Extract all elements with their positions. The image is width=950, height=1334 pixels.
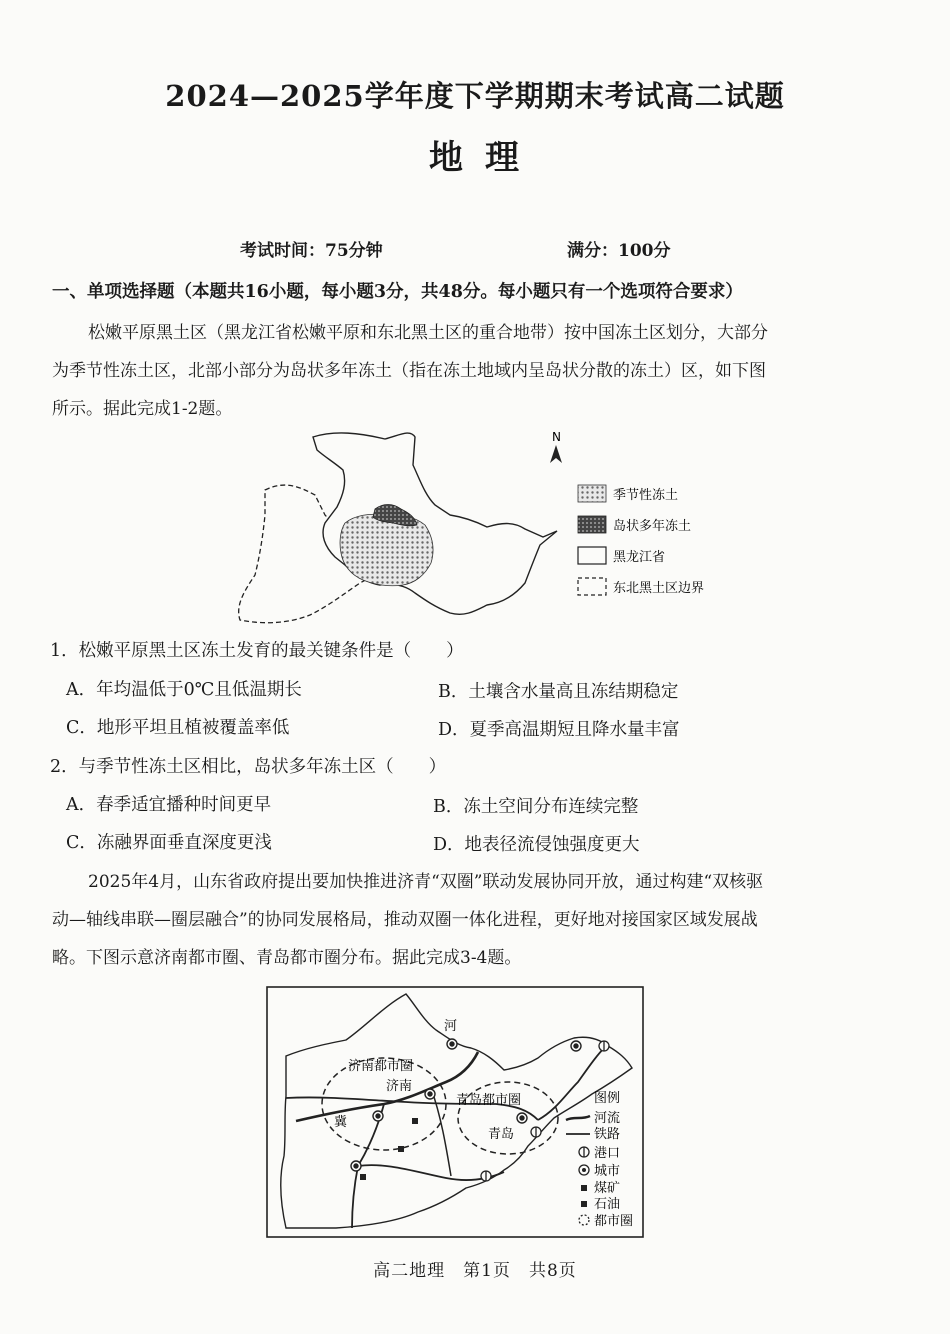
label-qingdao-circle: 青岛都市圈 <box>456 1093 522 1108</box>
legend-swatch-seasonal <box>578 485 606 502</box>
legend-swatch-province <box>578 547 606 564</box>
label-qingdao: 青岛 <box>488 1127 515 1142</box>
passage-2-line-1: 2025年4月，山东省政府提出要加快推进济青“双圈”联动发展协同开放，通过构建“双核驱 <box>88 872 764 892</box>
legend-city: 城市 <box>594 1164 621 1179</box>
legend-swatch-permafrost <box>578 516 606 533</box>
legend-label-permafrost: 岛状多年冻土 <box>613 519 692 534</box>
legend-metro-circle: 都市圈 <box>594 1214 634 1229</box>
exam-time: 考试时间：75分钟 <box>240 241 383 261</box>
legend-coal: 煤矿 <box>594 1181 621 1196</box>
label-river: 河 <box>444 1019 458 1034</box>
legend-label-boundary: 东北黑土区边界 <box>613 581 705 596</box>
legend-oil: 石油 <box>594 1197 621 1212</box>
legend-label-province: 黑龙江省 <box>613 550 666 565</box>
question-2-option-d[interactable]: D．地表径流侵蚀强度更大 <box>433 835 640 855</box>
label-jinan: 济南 <box>386 1079 413 1094</box>
passage-2 <box>52 863 882 977</box>
legend-label-seasonal: 季节性冻土 <box>613 488 679 503</box>
passage-2-line-2: 动—轴线串联—圈层融合”的协同发展格局，推动双圈一体化进程，更好地对接国家区域发展战 <box>52 910 758 930</box>
question-2-option-b[interactable]: B．冻土空间分布连续完整 <box>433 797 639 817</box>
metro-circle-map <box>266 986 644 1238</box>
passage-1-line-2: 为季节性冻土区，北部小部分为岛状多年冻土（指在冻土地域内呈岛状分散的冻土）区，如下图 <box>52 361 766 381</box>
legend-railway: 铁路 <box>594 1127 621 1142</box>
question-2-stem: 2．与季节性冻土区相比，岛状多年冻土区（ ） <box>50 757 447 777</box>
label-jinan-circle: 济南都市圈 <box>348 1059 414 1074</box>
full-score: 满分：100分 <box>567 241 671 261</box>
question-1-option-b[interactable]: B．土壤含水量高且冻结期稳定 <box>438 682 679 702</box>
label-ji: 冀 <box>334 1115 348 1130</box>
passage-1-line-3: 所示。据此完成1-2题。 <box>52 399 233 419</box>
seasonal-frozen-region <box>340 514 433 585</box>
legend-title: 图例 <box>594 1091 621 1106</box>
question-1-stem: 1．松嫩平原黑土区冻土发育的最关键条件是（ ） <box>50 641 464 661</box>
frozen-soil-map <box>225 425 735 635</box>
north-arrow <box>550 430 562 463</box>
section-heading: 一、单项选择题（本题共16小题，每小题3分，共48分。每小题只有一个选项符合要求） <box>52 282 743 302</box>
exam-title: 2024—2025学年度下学期期末考试高二试题 <box>165 79 785 113</box>
subject-title: 地理 <box>429 138 541 178</box>
question-2-option-a[interactable]: A．春季适宜播种时间更早 <box>66 795 272 815</box>
question-1-option-a[interactable]: A．年均温低于0℃且低温期长 <box>66 680 302 700</box>
legend-river: 河流 <box>594 1111 621 1126</box>
question-1-option-c[interactable]: C．地形平坦且植被覆盖率低 <box>66 718 290 738</box>
north-label: N <box>552 430 561 444</box>
passage-1 <box>52 314 882 428</box>
page-footer: 高二地理 第1页 共8页 <box>373 1261 577 1281</box>
passage-1-line-1: 松嫩平原黑土区（黑龙江省松嫩平原和东北黑土区的重合地带）按中国冻土区划分，大部分 <box>88 323 768 343</box>
question-1-option-d[interactable]: D．夏季高温期短且降水量丰富 <box>438 720 680 740</box>
passage-2-line-3: 略。下图示意济南都市圈、青岛都市圈分布。据此完成3-4题。 <box>52 948 522 968</box>
question-2-option-c[interactable]: C．冻融界面垂直深度更浅 <box>66 833 272 853</box>
legend-port: 港口 <box>594 1146 621 1161</box>
legend-swatch-boundary <box>578 578 606 595</box>
